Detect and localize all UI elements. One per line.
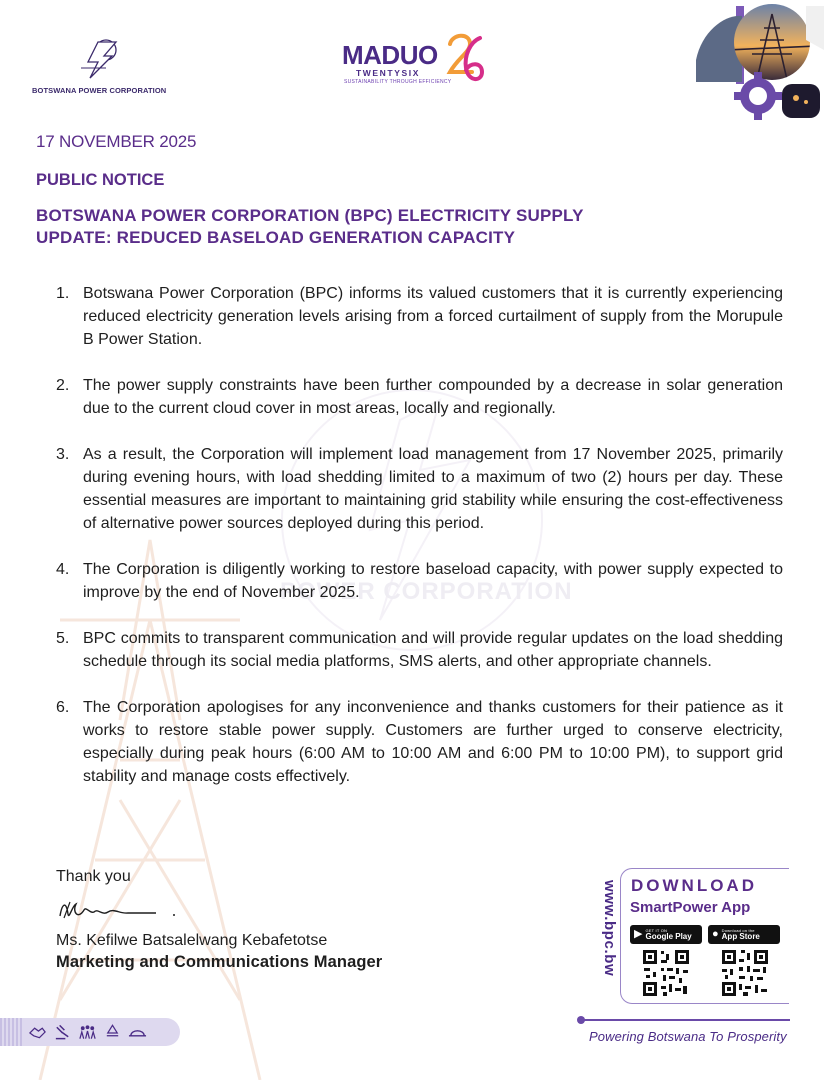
notice-item [56, 627, 783, 673]
apple-icon: ● [712, 928, 719, 940]
google-badge-small-text: GET IT ON [645, 927, 668, 933]
bpc-logo-text: BOTSWANA POWER CORPORATION [32, 86, 167, 95]
app-name: SmartPower App [630, 899, 751, 916]
background-watermark-text: POWER CORPORATION [280, 578, 573, 605]
notice-item [56, 374, 783, 420]
website-url[interactable]: www.bpc.bw [601, 880, 618, 977]
item-number: 3. [56, 446, 70, 463]
item-text: As a result, the Corporation will implement load management from 17 November 2025, primarily during evening hours, with load shedding limited to a maximum of two (2) hours per day. These essential measures are important to maintaining grid stability while ensuring the cost-effectiveness of alternative power sources deployed during this period. [83, 446, 783, 532]
item-text: The power supply constraints have been further compounded by a decrease in solar generation due to the current cloud cover in most areas, locally and regionally. [83, 377, 783, 417]
notice-date: 17 NOVEMBER 2025 [36, 132, 197, 151]
play-icon: ▶ [634, 928, 643, 940]
notice-item [56, 443, 783, 535]
item-text: The Corporation apologises for any inconvenience and thanks customers for their patience as it works to restore stable power supply. Customers are further urged to conserve electricity, especially during peak hours (6:00 AM to 10:00 AM and 6:00 PM to 10:00 PM), to support grid stability and manage costs effectively. [83, 699, 783, 785]
google-play-qr-code[interactable] [641, 948, 691, 998]
footer-divider [580, 1019, 790, 1021]
core-values-icon-bar [0, 1018, 180, 1046]
notice-item [56, 558, 783, 604]
header-photo-collage [696, 0, 824, 130]
maduo-title: MADUO [342, 40, 438, 70]
values-bar-pattern [0, 1018, 24, 1046]
notice-item [56, 282, 783, 351]
apple-badge-big-text: App Store [721, 931, 760, 941]
item-number: 2. [56, 377, 70, 394]
bpc-logo [32, 38, 172, 98]
team-people-icon [78, 1023, 97, 1041]
thank-you-text: Thank you [56, 868, 131, 885]
item-text: Botswana Power Corporation (BPC) informs its valued customers that it is currently experiencing reduced electricity generation levels arising from a forced curtailment of supply from the Morupule B Power Station. [83, 285, 783, 348]
bpc-lightning-icon [76, 38, 126, 82]
item-text: BPC commits to transparent communication and will provide regular updates on the load shedding schedule through its social media platforms, SMS alerts, and other appropriate channels. [83, 630, 783, 670]
handshake-icon [28, 1023, 47, 1041]
notice-item [56, 696, 783, 788]
maduo-tagline: SUSTAINABILITY THROUGH EFFICIENCY [344, 79, 452, 85]
item-text: The Corporation is diligently working to restore baseload capacity, with power supply expected to improve by the end of November 2025. [83, 561, 783, 601]
public-notice-label: PUBLIC NOTICE [36, 171, 165, 189]
item-number: 4. [56, 561, 70, 578]
item-number: 5. [56, 630, 70, 647]
apple-badge-small-text: Download on the [721, 927, 755, 933]
handwritten-signature [56, 896, 186, 928]
signer-name: Ms. Kefilwe Batsalelwang Kebafetotse [56, 932, 328, 949]
item-number: 1. [56, 285, 70, 302]
headline-line-1: BOTSWANA POWER CORPORATION (BPC) ELECTRICITY SUPPLY [36, 206, 584, 225]
maduo-26-mark [444, 32, 486, 90]
footer-tagline: Powering Botswana To Prosperity [589, 1029, 787, 1044]
maduo-subtitle: TWENTYSIX [356, 68, 420, 78]
gavel-icon [53, 1023, 72, 1041]
headline-line-2: UPDATE: REDUCED BASELOAD GENERATION CAPACITY [36, 228, 516, 247]
download-title: DOWNLOAD [631, 876, 757, 895]
app-store-badge[interactable] [708, 925, 780, 944]
item-number: 6. [56, 699, 70, 716]
notice-items-list [56, 282, 783, 788]
recycle-icon [103, 1023, 122, 1041]
google-badge-big-text: Google Play [645, 931, 692, 941]
signer-title: Marketing and Communications Manager [56, 953, 383, 971]
google-play-badge[interactable] [630, 925, 702, 944]
safety-helmet-icon [128, 1023, 147, 1041]
app-store-qr-code[interactable] [720, 948, 770, 998]
maduo-campaign-logo [340, 32, 490, 92]
notice-headline [36, 205, 756, 249]
